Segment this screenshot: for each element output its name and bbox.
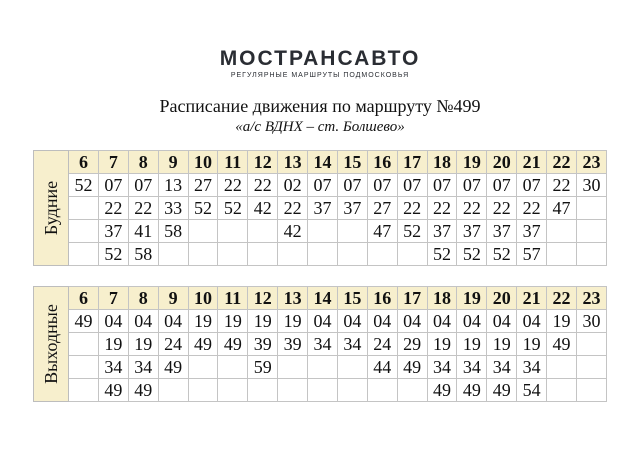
- departure-minute-cell: 37: [487, 220, 517, 243]
- departure-minute-cell: [278, 356, 308, 379]
- hour-header-cell: 8: [128, 151, 158, 174]
- departure-minute-cell: 07: [367, 174, 397, 197]
- departure-minute-cell: 19: [128, 333, 158, 356]
- departure-minute-cell: 13: [158, 174, 188, 197]
- hour-header-cell: 19: [457, 151, 487, 174]
- departure-minute-cell: 37: [308, 197, 338, 220]
- departure-minute-cell: [576, 243, 606, 266]
- departure-minute-cell: 02: [278, 174, 308, 197]
- departure-minute-cell: 24: [367, 333, 397, 356]
- departure-minute-cell: 04: [128, 310, 158, 333]
- departure-minute-cell: 29: [397, 333, 427, 356]
- departure-minute-cell: 34: [337, 333, 367, 356]
- departure-minute-cell: 19: [547, 310, 577, 333]
- departure-minute-cell: 52: [188, 197, 218, 220]
- hour-header-cell: 14: [308, 287, 338, 310]
- brand-name: МОСТРАНСАВТО: [219, 47, 421, 70]
- departure-minute-cell: [69, 356, 99, 379]
- departure-minute-cell: 52: [69, 174, 99, 197]
- departure-minute-cell: 52: [487, 243, 517, 266]
- departure-minute-cell: [158, 379, 188, 402]
- departure-minute-cell: 59: [248, 356, 278, 379]
- departure-minute-cell: 37: [457, 220, 487, 243]
- hour-header-cell: 16: [367, 151, 397, 174]
- schedule-type-label: [34, 151, 69, 266]
- departure-minute-cell: 19: [457, 333, 487, 356]
- minutes-row: [34, 174, 607, 197]
- departure-minute-cell: [218, 356, 248, 379]
- departure-minute-cell: 04: [457, 310, 487, 333]
- hour-header-cell: 23: [576, 151, 606, 174]
- departure-minute-cell: 30: [576, 310, 606, 333]
- page-title: Расписание движения по маршруту №499: [159, 96, 481, 116]
- hour-header-cell: 9: [158, 151, 188, 174]
- departure-minute-cell: 34: [457, 356, 487, 379]
- departure-minute-cell: [158, 243, 188, 266]
- departure-minute-cell: 47: [367, 220, 397, 243]
- hour-header-cell: 22: [547, 151, 577, 174]
- hour-header-cell: 20: [487, 151, 517, 174]
- minutes-row: [34, 333, 607, 356]
- departure-minute-cell: 07: [337, 174, 367, 197]
- departure-minute-cell: 49: [487, 379, 517, 402]
- brand-logo: [0, 48, 640, 79]
- departure-minute-cell: [397, 379, 427, 402]
- hour-header-cell: 10: [188, 151, 218, 174]
- departure-minute-cell: 22: [457, 197, 487, 220]
- departure-minute-cell: [69, 243, 99, 266]
- departure-minute-cell: 47: [547, 197, 577, 220]
- departure-minute-cell: 07: [128, 174, 158, 197]
- departure-minute-cell: [397, 243, 427, 266]
- departure-minute-cell: 30: [576, 174, 606, 197]
- minutes-row: [34, 243, 607, 266]
- departure-minute-cell: 37: [427, 220, 457, 243]
- departure-minute-cell: 44: [367, 356, 397, 379]
- departure-minute-cell: [248, 220, 278, 243]
- departure-minute-cell: [188, 379, 218, 402]
- departure-minute-cell: 07: [397, 174, 427, 197]
- departure-minute-cell: 22: [547, 174, 577, 197]
- departure-minute-cell: [337, 356, 367, 379]
- departure-minute-cell: 22: [278, 197, 308, 220]
- departure-minute-cell: [308, 243, 338, 266]
- minutes-row: [34, 379, 607, 402]
- departure-minute-cell: [248, 379, 278, 402]
- departure-minute-cell: [218, 379, 248, 402]
- departure-minute-cell: [69, 379, 99, 402]
- hour-header-cell: 12: [248, 287, 278, 310]
- departure-minute-cell: 49: [98, 379, 128, 402]
- departure-minute-cell: [278, 379, 308, 402]
- hour-header-cell: 21: [517, 151, 547, 174]
- departure-minute-cell: [69, 220, 99, 243]
- departure-minute-cell: 04: [367, 310, 397, 333]
- departure-minute-cell: 22: [427, 197, 457, 220]
- departure-minute-cell: 22: [248, 174, 278, 197]
- departure-minute-cell: 07: [457, 174, 487, 197]
- departure-minute-cell: 58: [158, 220, 188, 243]
- hour-header-cell: 16: [367, 287, 397, 310]
- departure-minute-cell: [218, 220, 248, 243]
- departure-minute-cell: 49: [69, 310, 99, 333]
- hour-header-cell: 6: [69, 151, 99, 174]
- departure-minute-cell: 04: [517, 310, 547, 333]
- departure-minute-cell: 39: [248, 333, 278, 356]
- departure-minute-cell: 34: [517, 356, 547, 379]
- departure-minute-cell: 34: [427, 356, 457, 379]
- hour-header-cell: 13: [278, 151, 308, 174]
- hour-header-cell: 14: [308, 151, 338, 174]
- departure-minute-cell: [278, 243, 308, 266]
- departure-minute-cell: 52: [218, 197, 248, 220]
- departure-minute-cell: 54: [517, 379, 547, 402]
- departure-minute-cell: 04: [337, 310, 367, 333]
- hour-header-cell: 9: [158, 287, 188, 310]
- hours-header-row: [34, 151, 607, 174]
- departure-minute-cell: 49: [158, 356, 188, 379]
- departure-minute-cell: 49: [457, 379, 487, 402]
- departure-minute-cell: 34: [128, 356, 158, 379]
- departure-minute-cell: 04: [158, 310, 188, 333]
- departure-minute-cell: 04: [427, 310, 457, 333]
- departure-minute-cell: [337, 379, 367, 402]
- departure-minute-cell: 19: [188, 310, 218, 333]
- departure-minute-cell: 34: [487, 356, 517, 379]
- departure-minute-cell: 49: [128, 379, 158, 402]
- departure-minute-cell: 22: [128, 197, 158, 220]
- departure-minute-cell: [576, 197, 606, 220]
- departure-minute-cell: [576, 220, 606, 243]
- departure-minute-cell: 52: [98, 243, 128, 266]
- departure-minute-cell: 49: [188, 333, 218, 356]
- departure-minute-cell: 49: [397, 356, 427, 379]
- departure-minute-cell: 49: [427, 379, 457, 402]
- departure-minute-cell: 57: [517, 243, 547, 266]
- departure-minute-cell: 37: [337, 197, 367, 220]
- hour-header-cell: 17: [397, 151, 427, 174]
- departure-minute-cell: 41: [128, 220, 158, 243]
- departure-minute-cell: 52: [397, 220, 427, 243]
- hour-header-cell: 21: [517, 287, 547, 310]
- departure-minute-cell: 37: [517, 220, 547, 243]
- schedule-type-text: Выходные: [41, 304, 61, 384]
- minutes-row: [34, 356, 607, 379]
- departure-minute-cell: 07: [98, 174, 128, 197]
- departure-minute-cell: [547, 243, 577, 266]
- departure-minute-cell: [308, 379, 338, 402]
- departure-minute-cell: 34: [98, 356, 128, 379]
- departure-minute-cell: 42: [278, 220, 308, 243]
- departure-minute-cell: 04: [397, 310, 427, 333]
- hour-header-cell: 6: [69, 287, 99, 310]
- departure-minute-cell: [367, 379, 397, 402]
- schedule-type-label: [34, 287, 69, 402]
- minutes-row: [34, 310, 607, 333]
- departure-minute-cell: 07: [487, 174, 517, 197]
- hour-header-cell: 15: [337, 151, 367, 174]
- departure-minute-cell: 04: [98, 310, 128, 333]
- hour-header-cell: 8: [128, 287, 158, 310]
- departure-minute-cell: [308, 356, 338, 379]
- departure-minute-cell: 58: [128, 243, 158, 266]
- departure-minute-cell: 49: [218, 333, 248, 356]
- departure-minute-cell: [188, 356, 218, 379]
- hour-header-cell: 23: [576, 287, 606, 310]
- departure-minute-cell: 27: [188, 174, 218, 197]
- weekday-schedule-table: [33, 150, 607, 266]
- departure-minute-cell: 37: [98, 220, 128, 243]
- departure-minute-cell: 07: [308, 174, 338, 197]
- departure-minute-cell: 22: [98, 197, 128, 220]
- departure-minute-cell: 04: [487, 310, 517, 333]
- minutes-row: [34, 197, 607, 220]
- hour-header-cell: 17: [397, 287, 427, 310]
- departure-minute-cell: 07: [427, 174, 457, 197]
- departure-minute-cell: 19: [427, 333, 457, 356]
- departure-minute-cell: [547, 356, 577, 379]
- departure-minute-cell: 19: [517, 333, 547, 356]
- departure-minute-cell: 22: [487, 197, 517, 220]
- minutes-row: [34, 220, 607, 243]
- departure-minute-cell: [547, 379, 577, 402]
- hour-header-cell: 20: [487, 287, 517, 310]
- departure-minute-cell: [308, 220, 338, 243]
- departure-minute-cell: [367, 243, 397, 266]
- departure-minute-cell: 22: [218, 174, 248, 197]
- hour-header-cell: 12: [248, 151, 278, 174]
- hour-header-cell: 18: [427, 287, 457, 310]
- departure-minute-cell: 22: [517, 197, 547, 220]
- departure-minute-cell: 19: [98, 333, 128, 356]
- hour-header-cell: 11: [218, 151, 248, 174]
- hour-header-cell: 19: [457, 287, 487, 310]
- departure-minute-cell: 34: [308, 333, 338, 356]
- hour-header-cell: 15: [337, 287, 367, 310]
- departure-minute-cell: 24: [158, 333, 188, 356]
- hour-header-cell: 7: [98, 151, 128, 174]
- departure-minute-cell: [337, 220, 367, 243]
- departure-minute-cell: [248, 243, 278, 266]
- departure-minute-cell: [188, 220, 218, 243]
- departure-minute-cell: 07: [517, 174, 547, 197]
- departure-minute-cell: 19: [218, 310, 248, 333]
- departure-minute-cell: [188, 243, 218, 266]
- departure-minute-cell: 52: [457, 243, 487, 266]
- departure-minute-cell: [576, 356, 606, 379]
- departure-minute-cell: 19: [248, 310, 278, 333]
- departure-minute-cell: [69, 197, 99, 220]
- hour-header-cell: 11: [218, 287, 248, 310]
- hour-header-cell: 7: [98, 287, 128, 310]
- departure-minute-cell: 22: [397, 197, 427, 220]
- departure-minute-cell: [218, 243, 248, 266]
- departure-minute-cell: 49: [547, 333, 577, 356]
- schedule-type-text: Будние: [41, 180, 61, 236]
- departure-minute-cell: [69, 333, 99, 356]
- departure-minute-cell: 52: [427, 243, 457, 266]
- departure-minute-cell: 19: [278, 310, 308, 333]
- weekend-schedule-table: [33, 286, 607, 402]
- hour-header-cell: 13: [278, 287, 308, 310]
- hour-header-cell: 10: [188, 287, 218, 310]
- departure-minute-cell: [547, 220, 577, 243]
- departure-minute-cell: 33: [158, 197, 188, 220]
- hour-header-cell: 18: [427, 151, 457, 174]
- departure-minute-cell: 04: [308, 310, 338, 333]
- departure-minute-cell: [337, 243, 367, 266]
- departure-minute-cell: [576, 379, 606, 402]
- hours-header-row: [34, 287, 607, 310]
- departure-minute-cell: 19: [487, 333, 517, 356]
- brand-tagline: РЕГУЛЯРНЫЕ МАРШРУТЫ ПОДМОСКОВЬЯ: [230, 72, 410, 79]
- departure-minute-cell: 27: [367, 197, 397, 220]
- hour-header-cell: 22: [547, 287, 577, 310]
- departure-minute-cell: 42: [248, 197, 278, 220]
- departure-minute-cell: [576, 333, 606, 356]
- route-subtitle: «а/с ВДНХ – ст. Болшево»: [235, 119, 405, 135]
- departure-minute-cell: 39: [278, 333, 308, 356]
